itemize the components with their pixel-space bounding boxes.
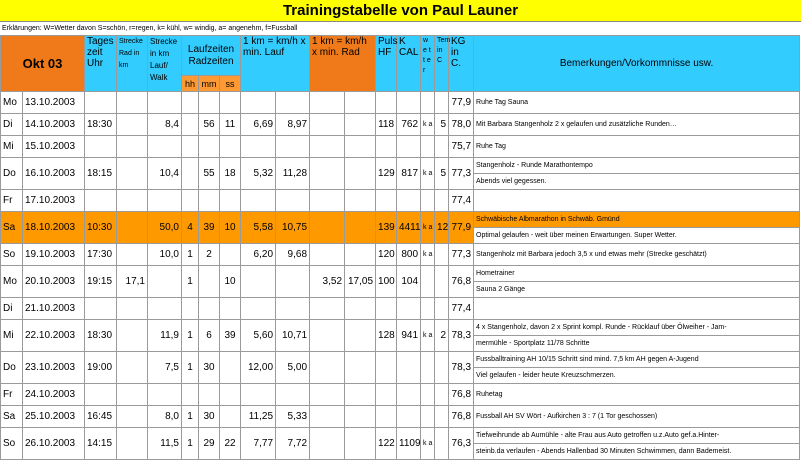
cell-rad <box>117 384 148 406</box>
cell-mm: 55 <box>199 158 220 190</box>
cell-rk2 <box>345 406 376 428</box>
cell-ss <box>220 406 241 428</box>
cell-lk2 <box>276 298 310 320</box>
cell-kcal: 762 <box>397 114 421 136</box>
table-row <box>1 298 800 320</box>
cell-rk2 <box>345 212 376 244</box>
cell-ss <box>220 92 241 114</box>
cell-rk2: 17,05 <box>345 266 376 298</box>
cell-puls: 139 <box>376 212 397 244</box>
cell-notes: Fussballtraining AH 10/15 Schritt sind mind. 7,5 km AH gegen A-Jugend <box>474 352 800 368</box>
cell-rk <box>310 352 345 384</box>
cell-t <box>435 266 449 298</box>
cell-hh: 1 <box>182 428 199 460</box>
cell-date: 23.10.2003 <box>23 352 85 384</box>
cell-rk <box>310 114 345 136</box>
cell-mm <box>199 266 220 298</box>
cell-t: 12 <box>435 212 449 244</box>
cell-kcal <box>397 298 421 320</box>
cell-kcal: 104 <box>397 266 421 298</box>
cell-mm: 2 <box>199 244 220 266</box>
cell-time: 16:45 <box>85 406 117 428</box>
cell-date: 22.10.2003 <box>23 320 85 352</box>
table-row <box>1 244 800 266</box>
cell-time: 14:15 <box>85 428 117 460</box>
cell-ss: 10 <box>220 212 241 244</box>
cell-kg: 77,3 <box>449 244 474 266</box>
cell-w <box>421 384 435 406</box>
cell-hh: 1 <box>182 266 199 298</box>
cell-rad <box>117 352 148 384</box>
cell-lk: 5,32 <box>241 158 276 190</box>
cell-day: Di <box>1 298 23 320</box>
cell-ss: 11 <box>220 114 241 136</box>
cell-lk2 <box>276 384 310 406</box>
cell-lk2: 8,97 <box>276 114 310 136</box>
cell-mm: 30 <box>199 352 220 384</box>
cell-t <box>435 428 449 460</box>
cell-lauf: 11,5 <box>148 428 182 460</box>
cell-kcal: 1109 <box>397 428 421 460</box>
cell-t <box>435 384 449 406</box>
strecke-rad-header: Strecke Rad in km <box>117 36 148 92</box>
table-row <box>1 352 800 368</box>
training-table <box>0 35 800 460</box>
cell-notes: Tiefweihrunde ab Aumühle - alte Frau aus Auto getroffen u.z.Auto gef.a.Hinter- <box>474 428 800 444</box>
cell-rad <box>117 158 148 190</box>
cell-rad <box>117 136 148 158</box>
cell-time <box>85 190 117 212</box>
cell-rk2 <box>345 114 376 136</box>
cell-date: 25.10.2003 <box>23 406 85 428</box>
cell-rk2 <box>345 320 376 352</box>
cell-ss <box>220 298 241 320</box>
cell-hh <box>182 92 199 114</box>
cell-time <box>85 92 117 114</box>
cell-puls: 100 <box>376 266 397 298</box>
cell-t: 5 <box>435 114 449 136</box>
cell-kcal: 941 <box>397 320 421 352</box>
cell-w: k a <box>421 114 435 136</box>
cell-mm <box>199 298 220 320</box>
cell-mm: 29 <box>199 428 220 460</box>
cell-date: 26.10.2003 <box>23 428 85 460</box>
cell-notes: Ruhe Tag Sauna <box>474 92 800 114</box>
cell-notes <box>474 190 800 212</box>
legend-text: Erklärungen: W=Wetter davon S=schön, r=regen, k= kühl, w= windig, a= angenehm, f=Fussball <box>2 25 298 32</box>
table-row <box>1 190 800 212</box>
cell-time <box>85 298 117 320</box>
bemerkungen-header: Bemerkungen/Vorkommnisse usw. <box>474 36 800 92</box>
cell-kcal: 817 <box>397 158 421 190</box>
cell-time: 18:30 <box>85 114 117 136</box>
cell-puls: 128 <box>376 320 397 352</box>
cell-w: k a <box>421 428 435 460</box>
cell-time: 10:30 <box>85 212 117 244</box>
cell-time <box>85 136 117 158</box>
cell-lauf: 8,0 <box>148 406 182 428</box>
cell-lk: 7,77 <box>241 428 276 460</box>
cell-mm: 6 <box>199 320 220 352</box>
cell-hh: 1 <box>182 352 199 384</box>
cell-mm: 56 <box>199 114 220 136</box>
cell-puls <box>376 136 397 158</box>
cell-kcal <box>397 190 421 212</box>
cell-puls <box>376 406 397 428</box>
cell-rk <box>310 320 345 352</box>
cell-day: Sa <box>1 406 23 428</box>
cell-ss <box>220 352 241 384</box>
cell-lk2 <box>276 136 310 158</box>
cell-day: Do <box>1 158 23 190</box>
cell-mm <box>199 384 220 406</box>
cell-kg: 76,3 <box>449 428 474 460</box>
table-row <box>1 158 800 174</box>
cell-kcal: 4411 <box>397 212 421 244</box>
cell-lauf: 10,0 <box>148 244 182 266</box>
cell-mm <box>199 92 220 114</box>
month-header: Okt 03 <box>1 36 85 92</box>
cell-rk2 <box>345 384 376 406</box>
cell-lk2: 5,33 <box>276 406 310 428</box>
cell-rk <box>310 92 345 114</box>
table-row <box>1 212 800 228</box>
cell-rk2 <box>345 298 376 320</box>
cell-time <box>85 384 117 406</box>
cell-lk <box>241 190 276 212</box>
cell-rk <box>310 406 345 428</box>
cell-w <box>421 92 435 114</box>
cell-date: 19.10.2003 <box>23 244 85 266</box>
cell-lauf <box>148 136 182 158</box>
cell-date: 20.10.2003 <box>23 266 85 298</box>
cell-puls: 129 <box>376 158 397 190</box>
cell-rad <box>117 428 148 460</box>
cell-date: 18.10.2003 <box>23 212 85 244</box>
cell-lk <box>241 266 276 298</box>
cell-rad <box>117 244 148 266</box>
cell-date: 16.10.2003 <box>23 158 85 190</box>
cell-kg: 78,3 <box>449 320 474 352</box>
cell-rad <box>117 406 148 428</box>
kcal-header: K CAL <box>397 36 421 92</box>
cell-t <box>435 352 449 384</box>
cell-mm <box>199 136 220 158</box>
cell-ss: 39 <box>220 320 241 352</box>
cell-lauf: 8,4 <box>148 114 182 136</box>
cell-day: Mo <box>1 92 23 114</box>
cell-rk <box>310 244 345 266</box>
cell-w <box>421 136 435 158</box>
cell-notes: Schwäbische Albmarathon in Schwäb. Gmünd <box>474 212 800 228</box>
puls-header: Puls HF <box>376 36 397 92</box>
cell-kg: 76,8 <box>449 384 474 406</box>
cell-lk <box>241 298 276 320</box>
cell-rk2 <box>345 158 376 190</box>
cell-hh: 1 <box>182 320 199 352</box>
cell-w <box>421 406 435 428</box>
cell-t <box>435 244 449 266</box>
cell-day: Mi <box>1 320 23 352</box>
cell-hh <box>182 298 199 320</box>
table-row <box>1 406 800 428</box>
cell-kg: 75,7 <box>449 136 474 158</box>
cell-puls: 118 <box>376 114 397 136</box>
kg-header: KG in C. <box>449 36 474 92</box>
cell-hh: 1 <box>182 244 199 266</box>
cell-lk: 6,20 <box>241 244 276 266</box>
cell-t <box>435 92 449 114</box>
cell-kg: 76,8 <box>449 266 474 298</box>
table-row <box>1 114 800 136</box>
cell-kcal <box>397 406 421 428</box>
cell-lk <box>241 92 276 114</box>
cell-rk2 <box>345 190 376 212</box>
cell-hh <box>182 136 199 158</box>
cell-t <box>435 406 449 428</box>
cell-notes: Mit Barbara Stangenholz 2 x gelaufen und zusätzliche Runden… <box>474 114 800 136</box>
cell-ss: 18 <box>220 158 241 190</box>
cell-mm: 30 <box>199 406 220 428</box>
page-title: Trainingstabelle von Paul Launer <box>0 0 801 22</box>
cell-day: Sa <box>1 212 23 244</box>
cell-w <box>421 352 435 384</box>
cell-lauf <box>148 298 182 320</box>
cell-day: Fr <box>1 384 23 406</box>
cell-day: Di <box>1 114 23 136</box>
cell-kg: 78,0 <box>449 114 474 136</box>
cell-notes: steinb.da verlaufen - Abends Hallenbad 30 Minuten Schwimmen, dann Bademeist. <box>474 444 800 460</box>
mm-header: mm <box>199 76 220 92</box>
cell-notes: Abends viel gegessen. <box>474 174 800 190</box>
table-row <box>1 428 800 444</box>
cell-time: 19:00 <box>85 352 117 384</box>
cell-day: So <box>1 428 23 460</box>
cell-lk2 <box>276 266 310 298</box>
cell-rad <box>117 92 148 114</box>
cell-lauf <box>148 384 182 406</box>
cell-hh <box>182 190 199 212</box>
table-row <box>1 320 800 336</box>
cell-rad <box>117 114 148 136</box>
cell-notes: Hometrainer <box>474 266 800 282</box>
cell-lauf <box>148 266 182 298</box>
cell-lauf: 50,0 <box>148 212 182 244</box>
cell-lk: 5,58 <box>241 212 276 244</box>
cell-notes: mermühle - Sportplatz 11/78 Schritte <box>474 336 800 352</box>
cell-puls: 122 <box>376 428 397 460</box>
cell-t <box>435 190 449 212</box>
cell-notes: Stangenholz - Runde Marathontempo <box>474 158 800 174</box>
cell-lauf <box>148 92 182 114</box>
cell-kg: 77,4 <box>449 298 474 320</box>
cell-date: 21.10.2003 <box>23 298 85 320</box>
cell-t <box>435 136 449 158</box>
cell-rad <box>117 320 148 352</box>
cell-lauf: 11,9 <box>148 320 182 352</box>
cell-rk <box>310 190 345 212</box>
cell-rad <box>117 298 148 320</box>
cell-t: 2 <box>435 320 449 352</box>
cell-lk2: 10,71 <box>276 320 310 352</box>
cell-rk <box>310 298 345 320</box>
cell-lk <box>241 136 276 158</box>
cell-kcal: 800 <box>397 244 421 266</box>
cell-lk: 5,60 <box>241 320 276 352</box>
cell-mm: 39 <box>199 212 220 244</box>
table-row <box>1 92 800 114</box>
cell-rk2 <box>345 136 376 158</box>
cell-ss <box>220 190 241 212</box>
cell-lk2 <box>276 190 310 212</box>
cell-hh <box>182 384 199 406</box>
wetter-header: w e t t e r <box>421 36 435 92</box>
cell-notes: Fussball AH SV Wört - Aufkirchen 3 : 7 (1 Tor geschossen) <box>474 406 800 428</box>
cell-kg: 77,9 <box>449 92 474 114</box>
cell-time: 18:15 <box>85 158 117 190</box>
cell-lauf: 10,4 <box>148 158 182 190</box>
cell-notes: Optimal gelaufen - weit über meinen Erwartungen. Super Wetter. <box>474 228 800 244</box>
cell-puls <box>376 298 397 320</box>
cell-kg: 77,3 <box>449 158 474 190</box>
cell-lk: 6,69 <box>241 114 276 136</box>
cell-date: 13.10.2003 <box>23 92 85 114</box>
cell-rad: 17,1 <box>117 266 148 298</box>
cell-w <box>421 190 435 212</box>
kmh-rad-header: 1 km = km/h x min. Rad <box>310 36 376 92</box>
cell-puls <box>376 384 397 406</box>
cell-t <box>435 298 449 320</box>
cell-hh <box>182 114 199 136</box>
cell-notes: Ruhetag <box>474 384 800 406</box>
kmh-lauf-header: 1 km = km/h x min. Lauf <box>241 36 310 92</box>
cell-kg: 77,9 <box>449 212 474 244</box>
cell-lauf <box>148 190 182 212</box>
cell-lk2 <box>276 92 310 114</box>
cell-puls <box>376 352 397 384</box>
cell-notes <box>474 298 800 320</box>
table-row <box>1 136 800 158</box>
table-row <box>1 384 800 406</box>
cell-w: k a <box>421 244 435 266</box>
cell-hh: 1 <box>182 406 199 428</box>
cell-notes: Ruhe Tag <box>474 136 800 158</box>
cell-time: 18:30 <box>85 320 117 352</box>
cell-rad <box>117 212 148 244</box>
cell-kcal <box>397 92 421 114</box>
cell-mm <box>199 190 220 212</box>
cell-rk <box>310 428 345 460</box>
cell-ss <box>220 136 241 158</box>
cell-lk <box>241 384 276 406</box>
cell-rk2 <box>345 244 376 266</box>
cell-w: k a <box>421 212 435 244</box>
cell-rad <box>117 190 148 212</box>
cell-puls <box>376 190 397 212</box>
cell-w: k a <box>421 320 435 352</box>
cell-w <box>421 266 435 298</box>
cell-day: Do <box>1 352 23 384</box>
table-row <box>1 266 800 282</box>
cell-lk2: 7,72 <box>276 428 310 460</box>
cell-rk: 3,52 <box>310 266 345 298</box>
cell-day: So <box>1 244 23 266</box>
cell-time: 17:30 <box>85 244 117 266</box>
cell-w: k a <box>421 158 435 190</box>
cell-rk <box>310 136 345 158</box>
cell-ss <box>220 244 241 266</box>
cell-rk2 <box>345 92 376 114</box>
laufzeiten-header: Laufzeiten Radzeiten <box>182 36 241 76</box>
cell-date: 15.10.2003 <box>23 136 85 158</box>
cell-kg: 78,3 <box>449 352 474 384</box>
cell-date: 17.10.2003 <box>23 190 85 212</box>
cell-lk2: 10,75 <box>276 212 310 244</box>
cell-hh: 4 <box>182 212 199 244</box>
cell-date: 14.10.2003 <box>23 114 85 136</box>
cell-notes: 4 x Stangenholz, davon 2 x Sprint kompl. Runde - Rücklauf über Ölweiher - Jam- <box>474 320 800 336</box>
temp-header: Tem in C <box>435 36 449 92</box>
cell-lk: 12,00 <box>241 352 276 384</box>
cell-t: 5 <box>435 158 449 190</box>
cell-lauf: 7,5 <box>148 352 182 384</box>
cell-kg: 77,4 <box>449 190 474 212</box>
cell-kcal <box>397 352 421 384</box>
cell-hh <box>182 158 199 190</box>
cell-kcal <box>397 136 421 158</box>
cell-day: Mi <box>1 136 23 158</box>
cell-notes: Sauna 2 Gänge <box>474 282 800 298</box>
cell-kcal <box>397 384 421 406</box>
strecke-lauf-header: Strecke in km Lauf/ Walk <box>148 36 182 92</box>
cell-lk2: 5,00 <box>276 352 310 384</box>
hh-header: hh <box>182 76 199 92</box>
cell-kg: 76,8 <box>449 406 474 428</box>
cell-ss <box>220 384 241 406</box>
cell-rk <box>310 158 345 190</box>
cell-lk: 11,25 <box>241 406 276 428</box>
cell-lk2: 11,28 <box>276 158 310 190</box>
cell-rk2 <box>345 352 376 384</box>
cell-rk <box>310 384 345 406</box>
cell-puls: 120 <box>376 244 397 266</box>
cell-day: Mo <box>1 266 23 298</box>
cell-w <box>421 298 435 320</box>
cell-ss: 10 <box>220 266 241 298</box>
cell-puls <box>376 92 397 114</box>
cell-date: 24.10.2003 <box>23 384 85 406</box>
cell-notes: Stangenholz mit Barbara jedoch 3,5 x und etwas mehr (Strecke geschätzt) <box>474 244 800 266</box>
ss-header: ss <box>220 76 241 92</box>
cell-ss: 22 <box>220 428 241 460</box>
cell-day: Fr <box>1 190 23 212</box>
cell-rk <box>310 212 345 244</box>
tageszeit-header: Tages zeit Uhr <box>85 36 117 92</box>
cell-lk2: 9,68 <box>276 244 310 266</box>
cell-notes: Viel gelaufen - leider heute Kreuzschmerzen. <box>474 368 800 384</box>
cell-time: 19:15 <box>85 266 117 298</box>
cell-rk2 <box>345 428 376 460</box>
